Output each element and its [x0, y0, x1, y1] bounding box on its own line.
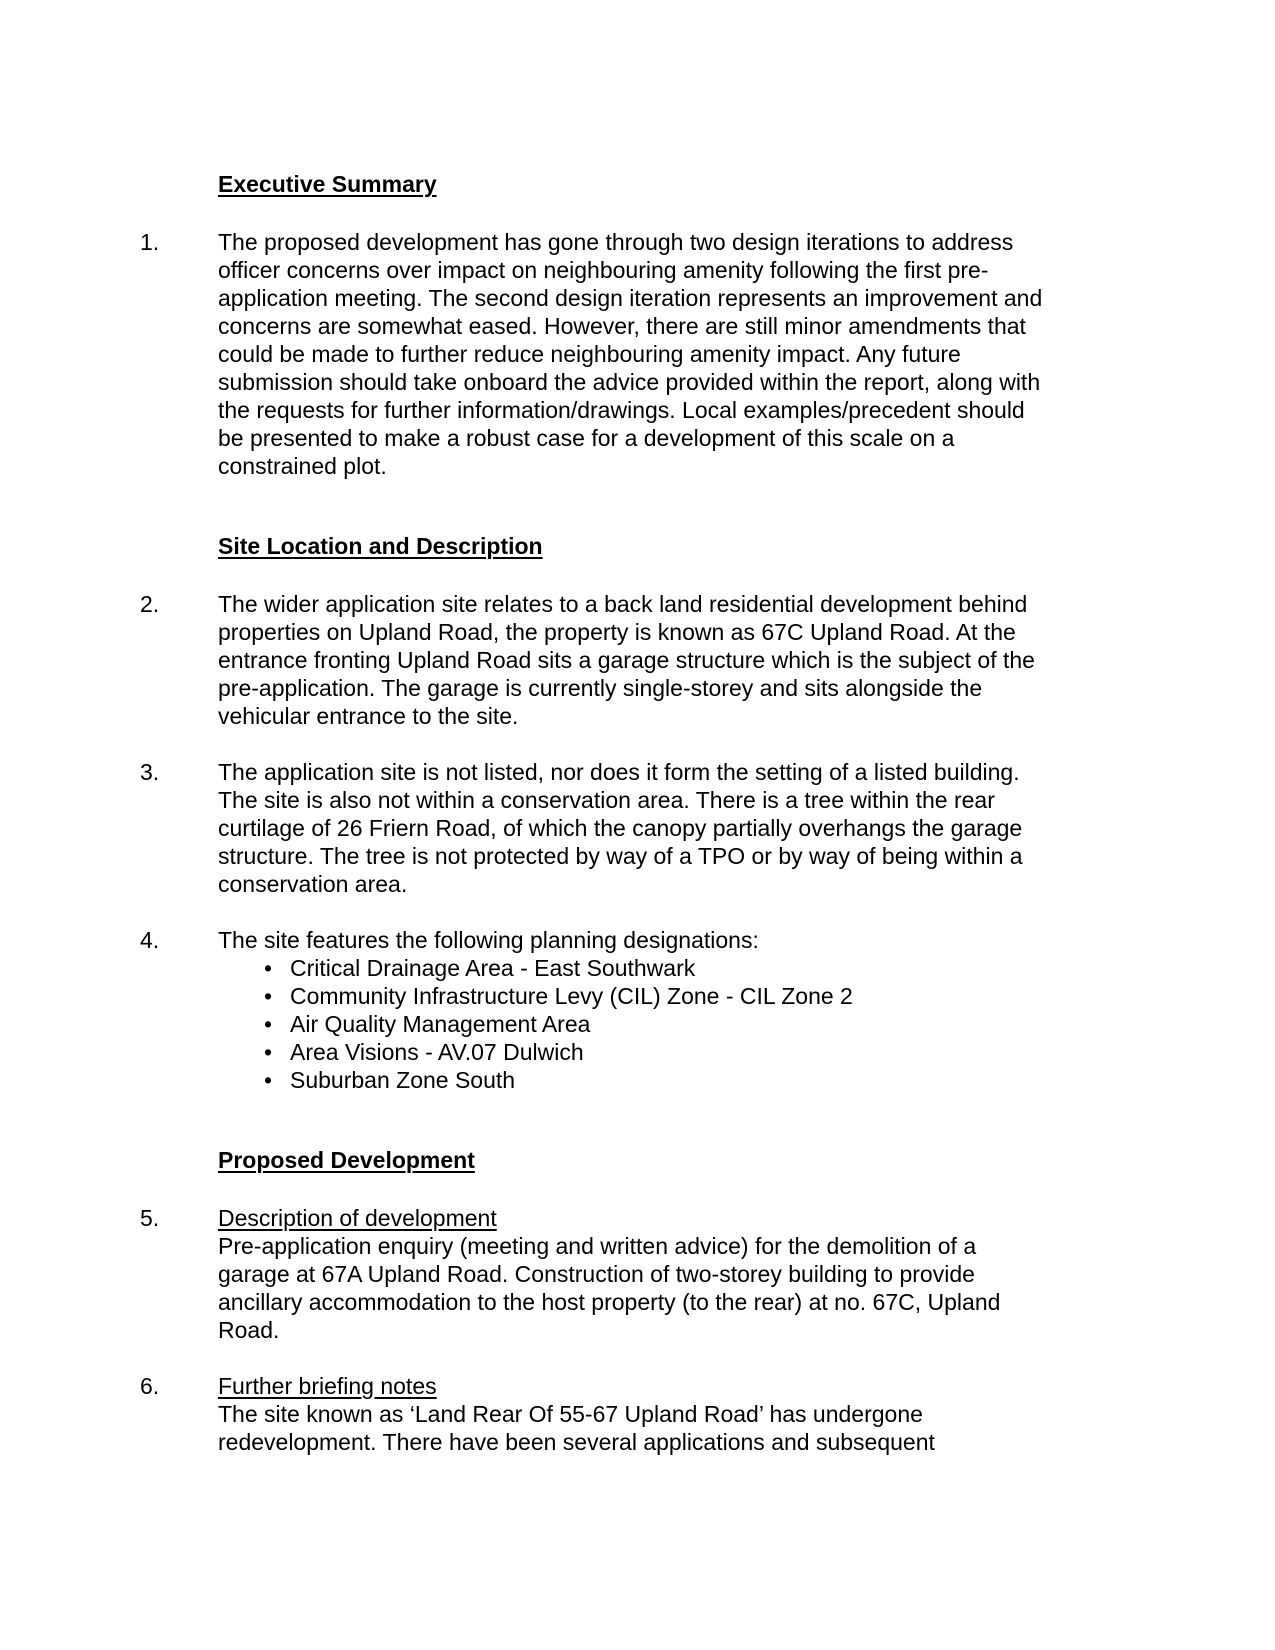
paragraph-text: The application site is not listed, nor does it form the setting of a listed building. The site is also not within a conservation area. There is a tree within the rear curtilage of 26 Friern Road, of which the canopy partially overhangs the garage structure. The tree is not protected by way of a TPO or by way of being within a conservation area. — [218, 759, 1023, 897]
list-item: • Area Visions - AV.07 Dulwich — [218, 1038, 1048, 1066]
paragraph-number: 1. — [140, 229, 160, 255]
paragraph-body — [218, 926, 1048, 1094]
list-item: • Community Infrastructure Levy (CIL) Zone - CIL Zone 2 — [218, 982, 1048, 1010]
paragraph-5 — [140, 1204, 1180, 1344]
paragraph-body — [218, 1204, 1048, 1344]
paragraph-number: 6. — [140, 1373, 160, 1399]
paragraph-text: The site features the following planning designations: — [218, 927, 759, 953]
paragraph-2 — [140, 590, 1180, 730]
paragraph-number: 2. — [140, 591, 160, 617]
section-heading-site-location: Site Location and Description — [218, 533, 543, 559]
paragraph-text: The wider application site relates to a back land residential development behind properties on Upland Road, the property is known as 67C Upland Road. At the entrance fronting Upland Road sits a garage structure which is the subject of the pre-application. The garage is currently single-storey and sits alongside the vehicular entrance to the site. — [218, 591, 1035, 729]
paragraph-6 — [140, 1372, 1180, 1456]
paragraph-number: 3. — [140, 759, 160, 785]
section-site-location-and-description — [140, 532, 1180, 1094]
list-item: • Air Quality Management Area — [218, 1010, 1048, 1038]
paragraph-number: 4. — [140, 927, 160, 953]
section-executive-summary — [140, 170, 1180, 480]
list-item: • Suburban Zone South — [218, 1066, 1048, 1094]
paragraph-1 — [140, 228, 1180, 480]
section-heading-proposed-development: Proposed Development — [218, 1147, 475, 1173]
paragraph-4 — [140, 926, 1180, 1094]
section-proposed-development — [140, 1146, 1180, 1456]
list-item: • Critical Drainage Area - East Southwark — [218, 954, 1048, 982]
paragraph-text: Pre-application enquiry (meeting and written advice) for the demolition of a garage at 67A Upland Road. Construction of two-storey building to provide ancillary accommodation to the host property (to the rear) at no. 67C, Upland Road. — [218, 1233, 1001, 1343]
paragraph-text: The site known as ‘Land Rear Of 55-67 Upland Road’ has undergone redevelopment. There have been several applications and subsequent — [218, 1401, 935, 1455]
planning-designations-list — [218, 954, 1048, 1094]
paragraph-3 — [140, 758, 1180, 898]
section-heading-executive-summary: Executive Summary — [218, 171, 437, 197]
paragraph-text: The proposed development has gone through two design iterations to address officer concerns over impact on neighbouring amenity following the first pre-application meeting. The second design iteration represents an improvement and concerns are somewhat eased. However, there are still minor amendments that could be made to further reduce neighbouring amenity impact. Any future submission should take onboard the advice provided within the report, along with the requests for further information/drawings. Local examples/precedent should be presented to make a robust case for a development of this scale on a constrained plot. — [218, 229, 1043, 479]
paragraph-body — [218, 1372, 1048, 1456]
paragraph-subheading: Further briefing notes — [218, 1373, 437, 1399]
paragraph-subheading: Description of development — [218, 1205, 497, 1231]
paragraph-number: 5. — [140, 1205, 160, 1231]
